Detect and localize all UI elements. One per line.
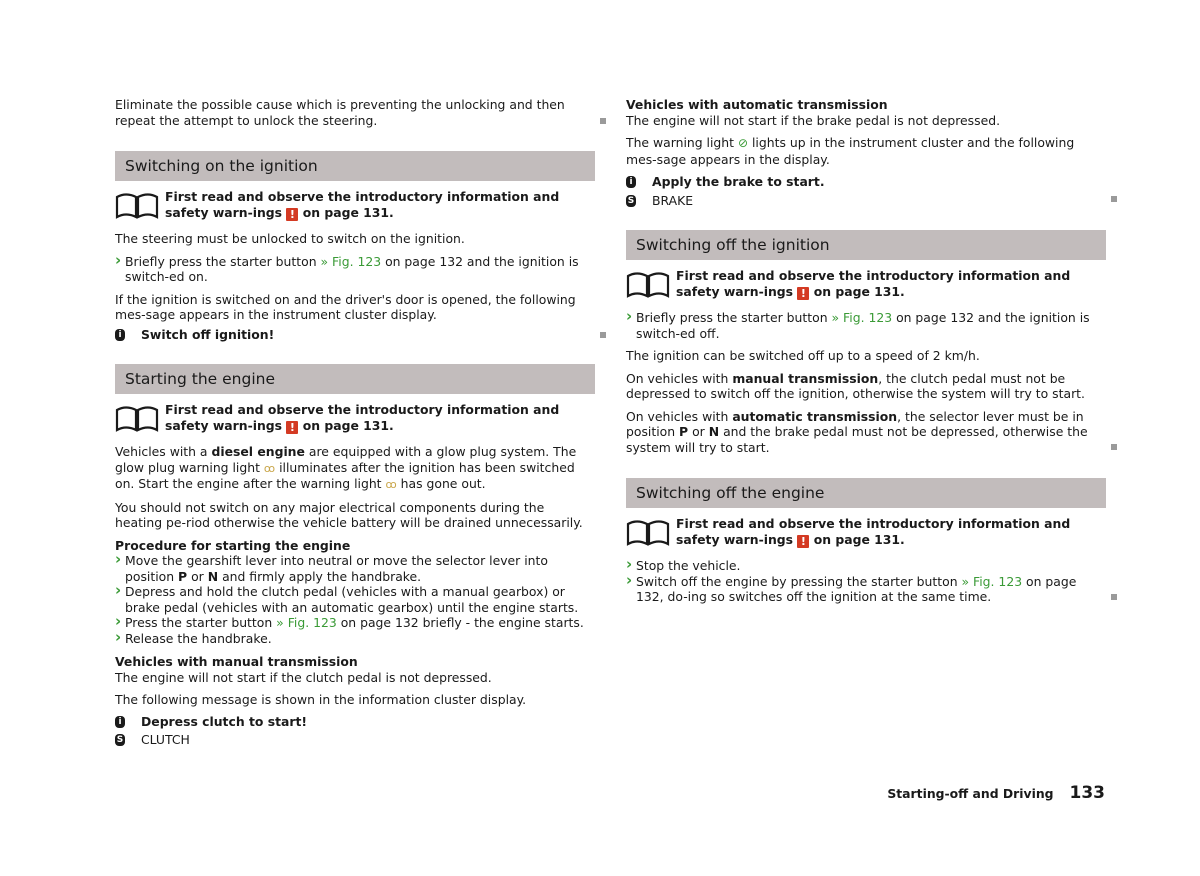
paragraph: The steering must be unlocked to switch on the ignition. xyxy=(115,231,465,246)
bullet-item: › Release the handbrake. xyxy=(115,631,595,647)
intro-paragraph: Eliminate the possible cause which is preventing the unlocking and then repeat the attempt to unlock the steering. xyxy=(115,97,595,128)
end-mark xyxy=(1111,594,1117,600)
end-mark xyxy=(600,118,606,124)
bullet-item: › Briefly press the starter button » Fig. 123 on page 132 and the ignition is switch-ed off. xyxy=(626,310,1106,341)
glow-plug-icon: ꝏ xyxy=(385,478,397,491)
info-icon: i xyxy=(115,329,125,341)
subheading: Procedure for starting the engine xyxy=(115,537,351,553)
display-message-row: S CLUTCH xyxy=(116,732,190,747)
book-icon xyxy=(115,404,159,432)
paragraph: You should not switch on any major electrical components during the heating pe-riod otherwise the vehicle battery will be drained unnecessarily. xyxy=(115,499,583,530)
warning-icon: ! xyxy=(797,535,809,548)
brake-warning-icon: ⊘ xyxy=(737,136,749,150)
chapter-title: Starting-off and Driving xyxy=(887,786,1054,801)
bullet-item: › Briefly press the starter button » Fig. 123 on page 132 and the ignition is switch-ed on. xyxy=(115,254,595,285)
s-icon: S xyxy=(627,195,635,206)
s-icon: S xyxy=(116,735,124,745)
info-icon: i xyxy=(115,716,125,728)
section-heading-switching-off-ignition: Switching off the ignition xyxy=(626,230,1106,260)
display-message-row: i Switch off ignition! xyxy=(115,327,595,343)
bullet-item: › Press the starter button » Fig. 123 on page 132 briefly - the engine starts. xyxy=(115,615,595,631)
section-heading-starting-engine: Starting the engine xyxy=(115,364,595,394)
book-icon xyxy=(115,191,159,219)
paragraph: The engine will not start if the clutch pedal is not depressed. xyxy=(115,669,492,685)
figure-link[interactable]: » Fig. 123 xyxy=(276,615,337,630)
warning-icon: ! xyxy=(286,208,298,221)
read-first-block: First read and observe the introductory information and safety warn-ings ! on page 131. xyxy=(626,268,1106,302)
page-ref-link[interactable]: on page 131. xyxy=(302,204,394,220)
subheading: Vehicles with manual transmission xyxy=(115,654,358,669)
warning-icon: ! xyxy=(286,421,298,434)
book-icon xyxy=(626,270,670,298)
page-ref-link[interactable]: on page 131. xyxy=(302,417,394,433)
paragraph: On vehicles with manual transmission, the clutch pedal must not be depressed to switch off the ignition, otherwise the system will try to start. xyxy=(626,370,1085,401)
page-footer xyxy=(887,783,1105,803)
page-ref-link[interactable]: on page 131. xyxy=(813,283,905,299)
end-mark xyxy=(600,332,606,338)
figure-link[interactable]: » Fig. 123 xyxy=(831,310,893,325)
paragraph: On vehicles with automatic transmission, the selector lever must be in position P or N and the brake pedal must not be depressed, otherwise the system will try to start. xyxy=(626,409,1106,456)
book-icon xyxy=(626,518,670,546)
figure-link[interactable]: » Fig. 123 xyxy=(961,573,1023,589)
display-message-row: i Depress clutch to start! xyxy=(115,714,595,730)
figure-link[interactable]: » Fig. 123 xyxy=(320,253,382,269)
display-message-row: i Apply the brake to start. xyxy=(626,174,1106,190)
bullet-item: › Stop the vehicle. xyxy=(626,558,1106,574)
end-mark xyxy=(1111,444,1117,450)
warning-icon: ! xyxy=(797,287,809,300)
read-first-block: First read and observe the introductory information and safety warn-ings ! on page 131. xyxy=(115,402,595,436)
page-number: 133 xyxy=(1069,783,1105,803)
section-heading-switching-on-ignition: Switching on the ignition xyxy=(115,151,595,181)
read-first-block: First read and observe the introductory information and safety warn-ings ! on page 131. xyxy=(626,516,1106,550)
info-icon: i xyxy=(626,176,636,188)
page-ref-link[interactable]: on page 131. xyxy=(813,531,905,547)
glow-plug-icon: ꝏ xyxy=(263,461,276,475)
paragraph: The warning light ⊘ lights up in the instrument cluster and the following mes-sage appears in the display. xyxy=(626,135,1075,167)
read-first-block: First read and observe the introductory information and safety warn-ings ! on page 131. xyxy=(115,189,595,223)
display-message-row: S BRAKE xyxy=(626,193,1106,209)
left-column xyxy=(115,97,595,751)
subheading: Vehicles with automatic transmission xyxy=(626,97,888,112)
bullet-item: › Switch off the engine by pressing the starter button » Fig. 123 on page 132, do-ing so switches off the ignition at the same time. xyxy=(626,574,1106,605)
paragraph: Vehicles with a diesel engine are equipped with a glow plug system. The glow plug warning light ꝏ illuminates after the ignition has been switched on. Start the engine after the warning light ꝏ has gone out. xyxy=(115,444,577,491)
bullet-item: › Depress and hold the clutch pedal (vehicles with a manual gearbox) or brake pedal (vehicles with an automatic gearbox) until the engine starts. xyxy=(115,584,595,615)
bullet-item: › Move the gearshift lever into neutral or move the selector lever into position P or N and firmly apply the handbrake. xyxy=(115,553,595,584)
paragraph: The ignition can be switched off up to a speed of 2 km/h. xyxy=(626,348,980,363)
paragraph: The following message is shown in the information cluster display. xyxy=(115,692,527,707)
right-column xyxy=(626,97,1106,605)
section-heading-switching-off-engine: Switching off the engine xyxy=(626,478,1106,508)
paragraph: The engine will not start if the brake pedal is not depressed. xyxy=(626,112,1001,128)
end-mark xyxy=(1111,196,1117,202)
paragraph: If the ignition is switched on and the driver's door is opened, the following mes-sage appears in the instrument cluster display. xyxy=(115,291,576,322)
